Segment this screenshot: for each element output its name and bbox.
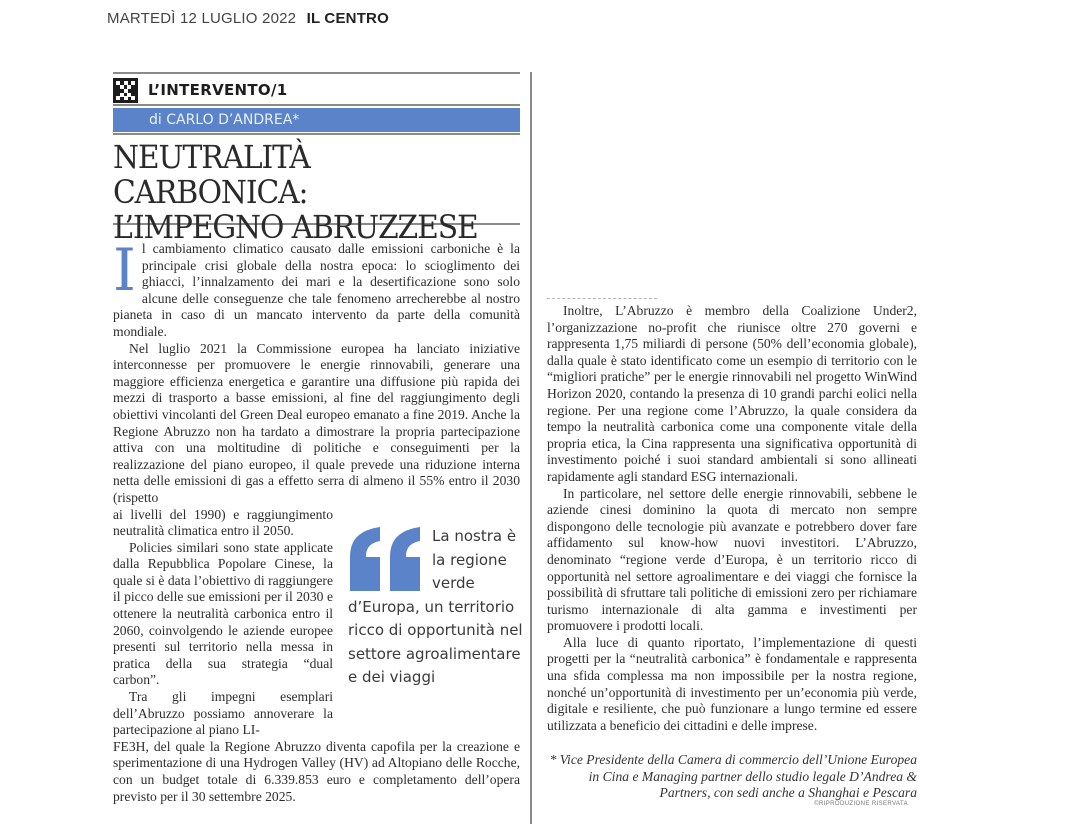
author-footnote: * Vice Presidente della Camera di commercio dell’Unione Europea in Cina e Managing partner dello studio legale D’Andrea & Partners, con sedi anche a Shanghai e Pescara	[549, 752, 917, 800]
headline-line-2: L’IMPEGNO ABRUZZESE	[113, 208, 478, 246]
dropcap: I	[113, 236, 136, 304]
paragraph: FE3H, del quale la Regione Abruzzo diventa capofila per la creazione e sperimentazione di una Hydrogen Valley (HV) ad Altopiano delle Rocche, con un budget totale di 6.339.853 euro e completamento dell’opera previsto per il 30 settembre 2025.	[113, 738, 520, 804]
pull-quote-text: La nostra è la regione verde d’Europa, un territorio ricco di opportunità nel settore agroalimentare e dei viaggi	[348, 527, 523, 686]
column-separator	[530, 72, 532, 824]
quote-mark-icon	[348, 527, 424, 591]
section-kicker	[113, 76, 287, 104]
paragraph: ai livelli del 1990) e raggiungimento neutralità climatica entro il 2050.	[113, 506, 333, 539]
paragraph: Nel luglio 2021 la Commissione europea ha lanciato iniziative interconnesse per promuovere le energie rinnovabili, generare una maggiore efficienza energetica e garantire una diffusione più rapida dei mezzi di trasporto a basse emissioni, al fine del raggiungimento degli obiettivi vincolanti del Green Deal europeo emanato a fine 2019. Anche la Regione Abruzzo non ha tardato a dimostrare la propria partecipazione attiva con una moltitudine di politiche e conseguimenti per la realizzazione del piano europeo, il quale prevede una riduzione interna netta delle emissioni di gas a effetto serra di almeno il 55% entro il 2030 (rispetto	[113, 340, 520, 505]
paragraph: Policies similari sono state applicate dalla Repubblica Popolare Cinese, la quale si è data l’obiettivo di raggiungere il picco delle sue emissioni per il 2030 e ottenere la neutralità carbonica entro il 2060, coinvolgendo le aziende europee presenti sul territorio nella messa in pratica della sua strategia “dual carbon”.	[113, 539, 333, 688]
paragraph	[113, 236, 520, 341]
top-rule	[113, 72, 520, 74]
paragraph: Inoltre, L’Abruzzo è membro della Coalizione Under2, l’organizzazione no-profit che riunisce oltre 270 governi e rappresenta 1,75 miliardi di persone (50% dell’economia globale), dalla quale è stato identificato come un esempio di territorio con le “migliori pratiche” per le energie rinnovabili nel progetto WinWind Horizon 2020, contando la presenza di 10 grandi parchi eolici nella regione. Per una regione come l’Abruzzo, la quale considera da tempo la neutralità carbonica come una componente vitale della propria etica, la Cina rappresenta una significativa opportunità di investimento poiché i suoi standard ambientali si sono allineati rapidamente agli standard ESG internazionali.	[547, 303, 917, 484]
kicker-rule	[113, 104, 520, 106]
right-column	[547, 303, 917, 734]
byline-rule	[113, 133, 520, 135]
paragraph: Tra gli impegni esemplari dell’Abruzzo possiamo annoverare la partecipazione al piano LI-	[113, 689, 333, 738]
copyright-notice: ©RIPRODUZIONE RISERVATA	[814, 801, 908, 807]
headline-line-1: NEUTRALITÀ CARBONICA:	[113, 138, 310, 211]
checker-logo-icon	[113, 78, 138, 103]
byline: di CARLO D’ANDREA*	[113, 108, 520, 132]
issue-date: MARTEDÌ 12 LUGLIO 2022	[107, 10, 297, 27]
masthead	[107, 10, 389, 27]
narrow-text-block	[113, 507, 333, 739]
paragraph: Alla luce di quanto riportato, l’implementazione di questi progetti per la “neutralità carbonica” è fondamentale e rappresenta una sfida complessa ma non impossibile per la nostra regione, nonché un’opportunità di investimento per un’economia più verde, digitale e resiliente, che può funzionare a lungo termine ed essere utilizzata a beneficio dei cittadini e delle imprese.	[547, 634, 917, 733]
paragraph: In particolare, nel settore delle energie rinnovabili, sebbene le aziende cinesi dominino la quota di mercato non sempre dispongono delle tecnologie più avanzate e potrebbero dover fare affidamento sul know-how nuovi investitori. L’Abruzzo, denominato “regione verde d’Europa, è un territorio ricco di opportunità nel settore agroalimentare e dei viaggi che fornisce la possibilità di sfruttare tali politiche di emissioni zero per richiamare turismo internazionale di alta gamma e investimenti per promuovere i prodotti locali.	[547, 485, 917, 634]
dotted-rule	[547, 298, 657, 299]
headline	[113, 140, 504, 245]
section-label: L’INTERVENTO/1	[148, 81, 288, 99]
left-column	[113, 236, 520, 805]
newspaper-name: IL CENTRO	[306, 10, 389, 27]
paragraph-text: l cambiamento climatico causato dalle emissioni carboniche è la principale crisi globale della nostra epoca: lo scioglimento dei ghiacci, l’innalzamento dei mari e la desertificazione sono solo alcune delle conseguenze che tale fenomeno arrecherebbe al nostro pianeta in caso di un mancato intervento da parte della comunità mondiale.	[113, 241, 520, 339]
pull-quote	[348, 525, 528, 690]
